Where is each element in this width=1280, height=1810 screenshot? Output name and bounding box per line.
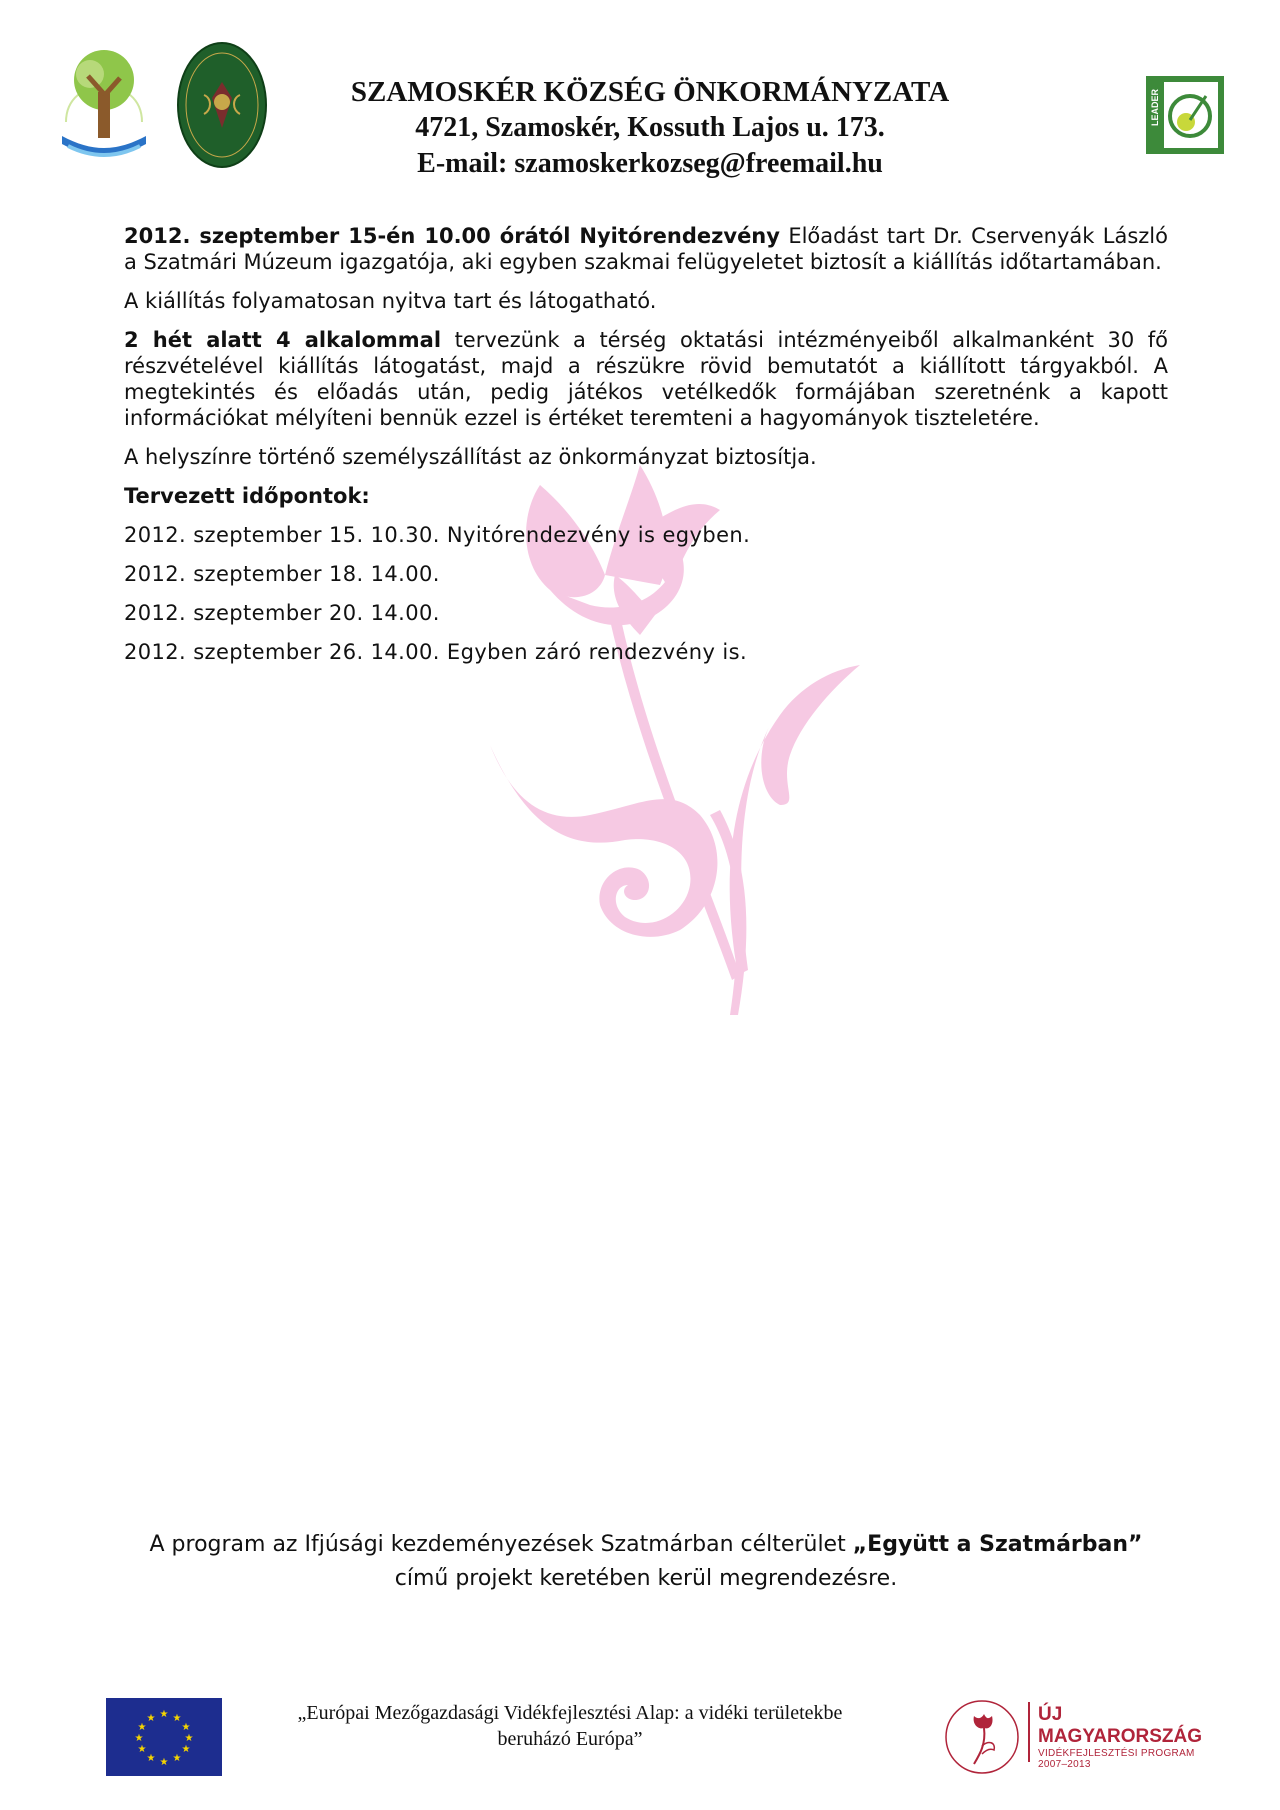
opening-text: Előadást tart Dr. Cservenyák László a Szatmári Múzeum igazgatója, aki egyben szakmai felügyeletet biztosít a kiállítás időtartamában. bbox=[124, 224, 1168, 274]
schedule-item: 2012. szeptember 26. 14.00. Egyben záró rendezvény is. bbox=[124, 640, 748, 664]
uj-magyarorszag-logo bbox=[944, 1694, 1204, 1780]
svg-text:★: ★ bbox=[159, 1709, 169, 1720]
open-hours-paragraph: A kiállítás folyamatosan nyitva tart és látogatható. bbox=[124, 289, 657, 313]
address-line: 4721, Szamoskér, Kossuth Lajos u. 173. bbox=[415, 112, 885, 143]
opening-paragraph bbox=[124, 223, 1168, 275]
svg-text:★: ★ bbox=[137, 1722, 147, 1733]
letterhead bbox=[290, 74, 1010, 182]
transport-paragraph: A helyszínre történő személyszállítást az önkormányzat biztosítja. bbox=[124, 445, 817, 469]
svg-text:★: ★ bbox=[137, 1744, 147, 1755]
visits-text: tervezünk a térség oktatási intézményeiből alkalmanként 30 fő részvételével kiállítás látogatást, majd a részükre rövid bemutatót a kiállított tárgyakból. A megtekintés és előadás után, pedig játékos vetélkedők formájában szeretnénk a kapott információkat mélyíteni bennük ezzel is értéket teremteni a hagyományok tiszteletére. bbox=[124, 328, 1168, 430]
program-note-after: című projekt keretében kerül megrendezésre. bbox=[394, 1566, 898, 1591]
egyutt-a-szatmarban-badge bbox=[176, 40, 268, 170]
svg-text:★: ★ bbox=[159, 1757, 169, 1768]
schedule-item: 2012. szeptember 18. 14.00. bbox=[124, 562, 440, 586]
leader-logo bbox=[1146, 76, 1224, 154]
svg-text:★: ★ bbox=[184, 1733, 194, 1744]
visits-bold: 2 hét alatt 4 alkalommal bbox=[124, 328, 442, 352]
schedule-list bbox=[124, 522, 1168, 665]
municipality-title: SZAMOSKÉR KÖZSÉG ÖNKORMÁNYZATA bbox=[350, 76, 950, 108]
svg-text:★: ★ bbox=[134, 1733, 144, 1744]
program-note-bold: „Együtt a Szatmárban” bbox=[852, 1532, 1143, 1557]
svg-text:★: ★ bbox=[172, 1753, 182, 1764]
svg-text:★: ★ bbox=[172, 1713, 182, 1724]
opening-bold: 2012. szeptember 15-én 10.00 órától Nyitórendezvény bbox=[124, 224, 780, 248]
eu-flag-icon bbox=[106, 1698, 222, 1776]
schedule-item: 2012. szeptember 20. 14.00. bbox=[124, 601, 440, 625]
eafrd-slogan: „Európai Mezőgazdasági Vidékfejlesztési Alap: a vidéki területekbe beruházó Európa” bbox=[297, 1702, 843, 1750]
program-note-before: A program az Ifjúsági kezdeményezések Szatmárban célterület bbox=[149, 1532, 853, 1557]
tulip-emblem-icon bbox=[944, 1694, 1024, 1780]
svg-text:★: ★ bbox=[181, 1744, 191, 1755]
svg-text:★: ★ bbox=[146, 1753, 156, 1764]
ujm-years: 2007–2013 bbox=[1038, 1759, 1091, 1770]
svg-text:★: ★ bbox=[181, 1722, 191, 1733]
ujm-subtitle: VIDÉKFEJLESZTÉSI PROGRAM bbox=[1038, 1748, 1195, 1759]
schedule-heading-text: Tervezett időpontok: bbox=[124, 484, 370, 508]
szatmar-leader-logo bbox=[52, 34, 156, 164]
svg-text:★: ★ bbox=[146, 1713, 156, 1724]
schedule-item: 2012. szeptember 15. 10.30. Nyitórendezvény is egyben. bbox=[124, 523, 751, 547]
schedule-heading bbox=[124, 483, 1168, 509]
email-line: E-mail: szamoskerkozseg@freemail.hu bbox=[417, 148, 883, 179]
visits-paragraph bbox=[124, 327, 1168, 431]
leader-text: LEADER bbox=[1150, 88, 1160, 126]
ujm-title: ÚJ MAGYARORSZÁG bbox=[1038, 1704, 1202, 1747]
program-note bbox=[124, 1528, 1168, 1596]
document-body bbox=[124, 223, 1168, 678]
